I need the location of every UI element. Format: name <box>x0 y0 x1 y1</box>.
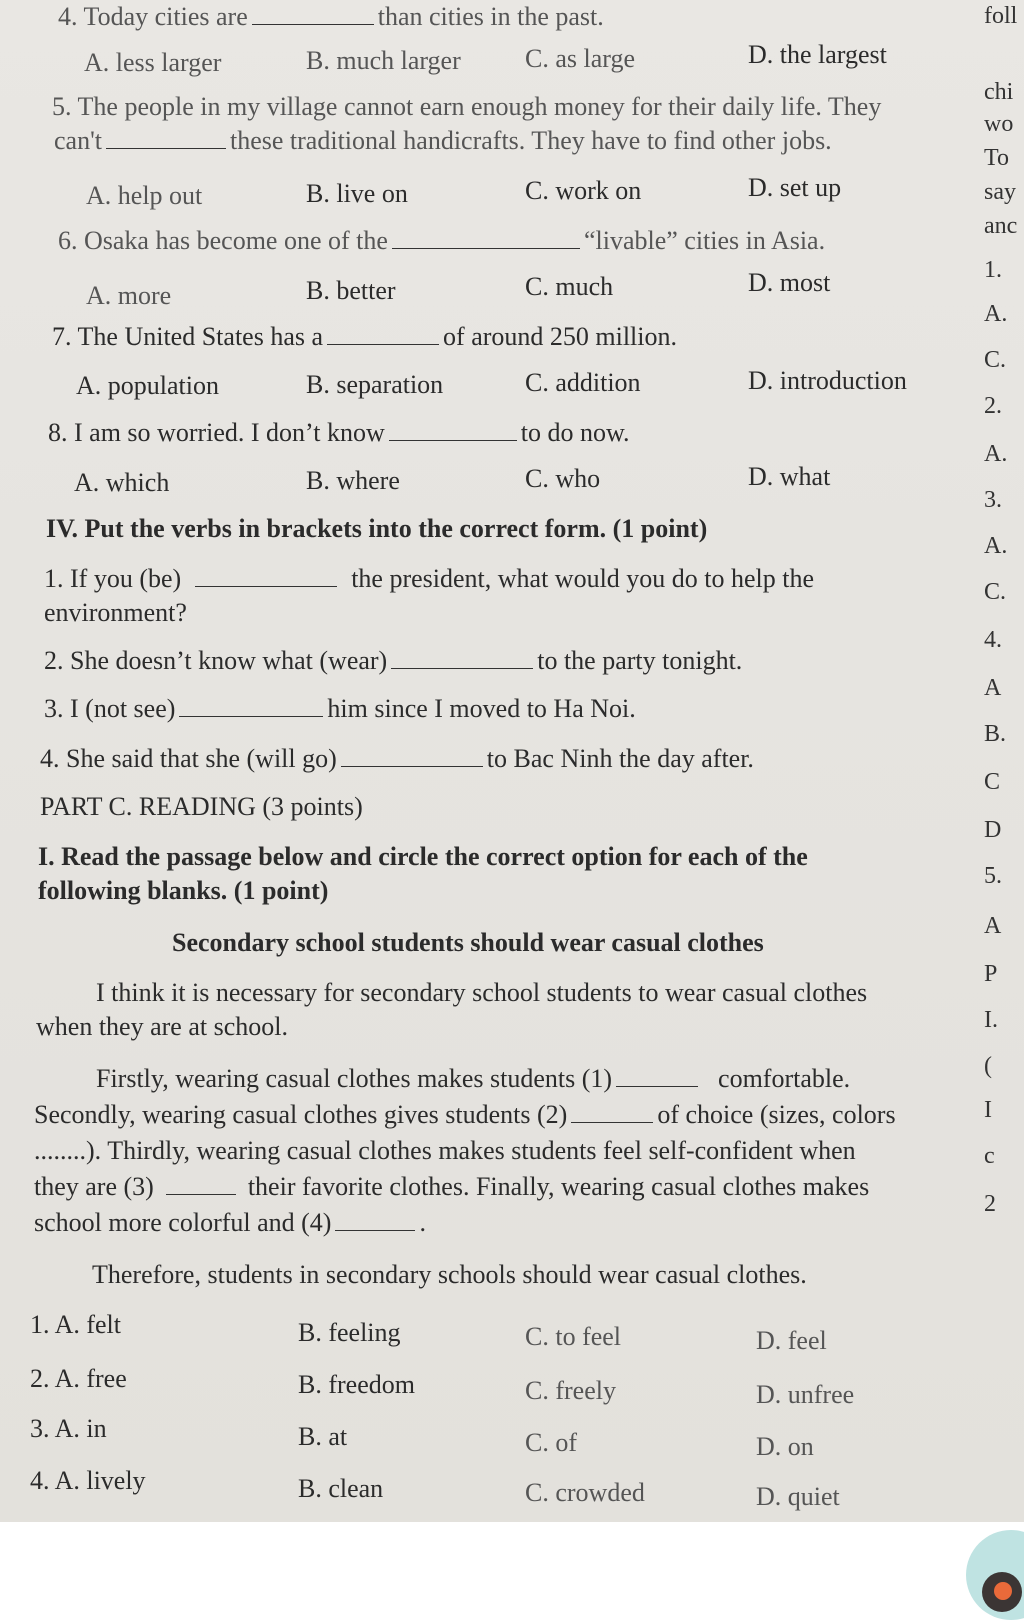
edge-text: C. <box>984 347 1007 373</box>
blank-2 <box>571 1100 653 1123</box>
q8-option-b: B. where <box>306 466 400 495</box>
edge-text: A. <box>984 301 1008 327</box>
answer-blank <box>391 646 533 669</box>
edge-text: c <box>984 1143 995 1169</box>
question-5-stem-line1: 5. The people in my village cannot earn enough money for their daily life. They <box>52 92 882 121</box>
reading-q2-option-a: 2. A. free <box>30 1364 127 1393</box>
answer-blank <box>106 126 226 149</box>
reading-q3-option-a: 3. A. in <box>30 1414 107 1443</box>
edge-text: 3. <box>984 487 1002 513</box>
q7-option-d: D. introduction <box>748 366 907 395</box>
blank-3 <box>166 1172 236 1195</box>
paragraph-2-line5: school more colorful and (4) . <box>34 1208 426 1237</box>
reading-q3-option-c: C. of <box>525 1428 577 1457</box>
edge-text: anc <box>984 213 1018 239</box>
paragraph-2-line4: they are (3) their favorite clothes. Finally, wearing casual clothes makes <box>34 1172 870 1201</box>
reading-q3-option-b: B. at <box>298 1422 348 1451</box>
section-iv-item-1-line2: environment? <box>44 598 187 627</box>
question-5-stem-line2: can't these traditional handicrafts. They have to find other jobs. <box>54 126 832 155</box>
q5-option-d: D. set up <box>748 173 842 202</box>
section-iv-item-3: 3. I (not see) him since I moved to Ha Noi. <box>44 694 636 723</box>
q4-option-a: A. less larger <box>84 48 222 77</box>
edge-text: I <box>984 1097 992 1123</box>
edge-text: 1. <box>984 257 1002 283</box>
q5-option-a: A. help out <box>86 181 203 210</box>
answer-blank <box>389 418 517 441</box>
question-4-stem: 4. Today cities are than cities in the past. <box>58 2 604 31</box>
edge-text: C. <box>984 579 1007 605</box>
edge-text: 2. <box>984 393 1002 419</box>
q6-option-d: D. most <box>748 268 831 297</box>
blank-4 <box>335 1208 415 1231</box>
edge-text: 4. <box>984 627 1002 653</box>
reading-q1-option-a: 1. A. felt <box>30 1310 121 1339</box>
reading-q1-option-d: D. feel <box>756 1326 827 1355</box>
q6-option-a: A. more <box>86 281 172 310</box>
q4-option-b: B. much larger <box>306 46 461 75</box>
q7-option-c: C. addition <box>525 368 641 397</box>
paragraph-2-line1: Firstly, wearing casual clothes makes students (1) comfortable. <box>96 1064 851 1093</box>
q4-option-d: D. the largest <box>748 40 887 69</box>
blank-1 <box>616 1064 698 1087</box>
paragraph-2-line2: Secondly, wearing casual clothes gives students (2) of choice (sizes, colors <box>34 1100 896 1129</box>
reading-q3-option-d: D. on <box>756 1432 814 1461</box>
q8-option-c: C. who <box>525 464 601 493</box>
section-iv-item-2: 2. She doesn’t know what (wear) to the party tonight. <box>44 646 743 675</box>
edge-text: foll <box>984 3 1018 29</box>
answer-blank <box>341 744 483 767</box>
edge-text: C <box>984 769 1001 795</box>
reading-q2-option-b: B. freedom <box>298 1370 415 1399</box>
edge-text: ( <box>984 1053 992 1079</box>
reading-q4-option-c: C. crowded <box>525 1478 645 1507</box>
paragraph-1-line2: when they are at school. <box>36 1012 288 1041</box>
edge-text: A. <box>984 533 1008 559</box>
answer-blank <box>252 2 374 25</box>
background-strip <box>0 1522 1024 1600</box>
part-c-heading: PART C. READING (3 points) <box>40 792 363 821</box>
answer-blank <box>179 694 323 717</box>
reading-q4-option-b: B. clean <box>298 1474 384 1503</box>
section-iv-heading: IV. Put the verbs in brackets into the correct form. (1 point) <box>46 514 708 543</box>
reading-q2-option-c: C. freely <box>525 1376 616 1405</box>
edge-text: wo <box>984 111 1014 137</box>
question-8-stem: 8. I am so worried. I don’t know to do now. <box>48 418 630 447</box>
q8-option-a: A. which <box>74 468 170 497</box>
question-6-stem: 6. Osaka has become one of the “livable” cities in Asia. <box>58 226 826 255</box>
edge-text: To <box>984 145 1009 171</box>
reading-instruction-line2: following blanks. (1 point) <box>38 876 329 905</box>
edge-text: 2 <box>984 1191 996 1217</box>
q4-option-c: C. as large <box>525 44 635 73</box>
reading-q2-option-d: D. unfree <box>756 1380 855 1409</box>
q7-option-b: B. separation <box>306 370 444 399</box>
paragraph-2-line3: ........). Thirdly, wearing casual clothes makes students feel self-confident when <box>34 1136 856 1165</box>
reading-q1-option-c: C. to feel <box>525 1322 622 1351</box>
reading-q4-option-a: 4. A. lively <box>30 1466 146 1495</box>
reading-q4-option-d: D. quiet <box>756 1482 840 1511</box>
q5-option-c: C. work on <box>525 176 642 205</box>
section-iv-item-4: 4. She said that she (will go) to Bac Ninh the day after. <box>40 744 754 773</box>
edge-text: A. <box>984 441 1008 467</box>
answer-blank <box>327 322 439 345</box>
reading-q1-option-b: B. feeling <box>298 1318 401 1347</box>
q7-option-a: A. population <box>76 371 219 400</box>
question-7-stem: 7. The United States has a of around 250 million. <box>52 322 678 351</box>
edge-text: chi <box>984 79 1014 105</box>
paragraph-1-line1: I think it is necessary for secondary school students to wear casual clothes <box>96 978 868 1007</box>
q8-option-d: D. what <box>748 462 831 491</box>
paragraph-3: Therefore, students in secondary schools should wear casual clothes. <box>92 1260 807 1289</box>
reading-instruction-line1: I. Read the passage below and circle the correct option for each of the <box>38 842 808 871</box>
q6-option-c: C. much <box>525 272 614 301</box>
edge-text: 5. <box>984 863 1002 889</box>
edge-text: B. <box>984 721 1007 747</box>
q5-option-b: B. live on <box>306 179 408 208</box>
q6-option-b: B. better <box>306 276 396 305</box>
answer-blank <box>392 226 580 249</box>
edge-text: say <box>984 179 1016 205</box>
edge-text: D <box>984 817 1002 843</box>
edge-text: I. <box>984 1007 998 1033</box>
answer-blank <box>195 564 337 587</box>
section-iv-item-1: 1. If you (be) the president, what would you do to help the <box>44 564 815 593</box>
edge-text: A <box>984 675 1002 701</box>
corner-dot-icon <box>994 1582 1012 1600</box>
edge-text: A <box>984 913 1002 939</box>
edge-text: P <box>984 961 998 987</box>
passage-title: Secondary school students should wear casual clothes <box>172 928 764 957</box>
